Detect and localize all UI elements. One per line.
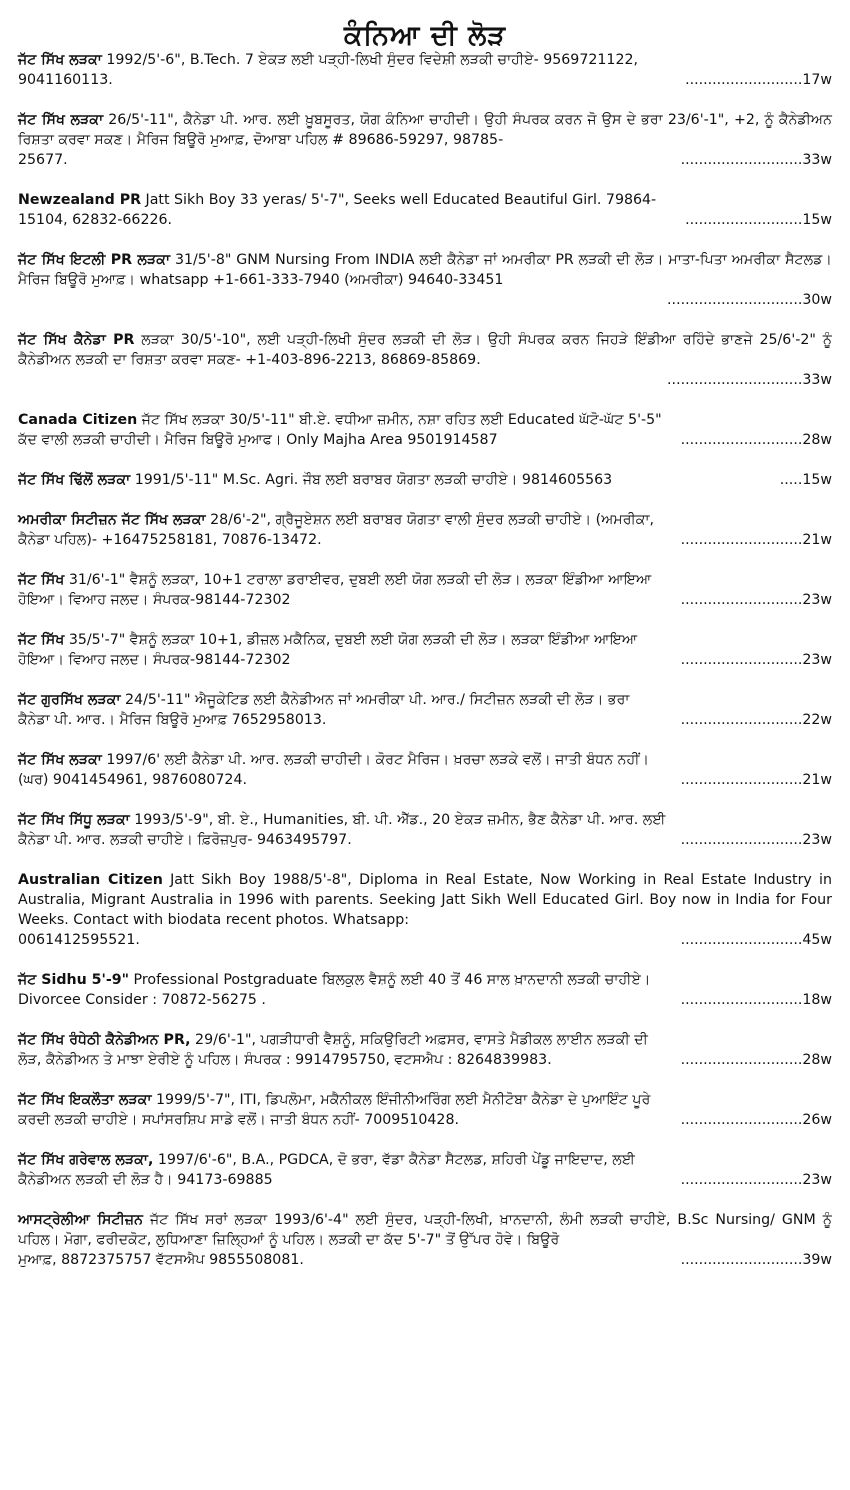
ad-body: 1997/6'-6", B.A., PGDCA, ਦੋ ਭਰਾ, ਵੱਡਾ ਕੈਨੇਡਾ ਸੈਟਲਡ, ਸ਼ਹਿਰੀ ਪੇਂਡੂ ਜਾਇਦਾਦ, ਲਈ [153, 1152, 636, 1168]
ad-last-line [18, 370, 832, 390]
ad-heading: ਜੱਟ ਸਿੱਖ ਸਿੱਧੂ ਲੜਕਾ [18, 812, 130, 828]
ad-last-line [18, 990, 832, 1010]
ad-last-line [18, 210, 832, 230]
ad-last-line [18, 1170, 832, 1190]
classified-ad [18, 510, 832, 550]
classified-ad [18, 1150, 832, 1190]
ad-last-line [18, 70, 832, 90]
ad-body: 35/5'-7" ਵੈਸ਼ਨੂੰ ਲੜਕਾ 10+1, ਡੀਜ਼ਲ ਮਕੈਨਿਕ, ਦੁਬਈ ਲਈ ਯੋਗ ਲੜਕੀ ਦੀ ਲੋੜ। ਲੜਕਾ ਇੰਡੀਆ ਆਇਆ [64, 632, 638, 648]
classified-ad [18, 250, 832, 310]
classified-ad [18, 50, 832, 90]
classified-ad [18, 750, 832, 790]
ad-heading: ਜੱਟ ਸਿੱਖ ਰੰਧੇਠੀ ਕੈਨੇਡੀਅਨ PR, [18, 1032, 191, 1048]
classified-ad [18, 190, 832, 230]
ad-code: ..............................33w [667, 372, 832, 388]
ad-last-line [18, 530, 832, 550]
ad-body: 1999/5'-7", ITI, ਡਿਪਲੋਮਾ, ਮਕੈਨੀਕਲ ਇੰਜੀਨੀਅਰਿੰਗ ਲਈ ਮੈਨੀਟੋਬਾ ਕੈਨੇਡਾ ਦੇ ਪੁਆਇੰਟ ਪੂਰੇ [151, 1092, 651, 1108]
ad-heading: ਜੱਟ Sidhu 5'-9" [18, 972, 130, 988]
ad-last-line [18, 1110, 832, 1130]
ad-last-line [18, 290, 832, 310]
ad-heading: ਜੱਟ ਸਿੱਖ ਲੜਕਾ [18, 52, 102, 68]
classified-ad [18, 1210, 832, 1270]
ad-heading: ਜੱਟ ਗੁਰਸਿੱਖ ਲੜਕਾ [18, 692, 121, 708]
ad-body: 29/6'-1", ਪਗੜੀਧਾਰੀ ਵੈਸ਼ਨੂੰ, ਸਕਿਉਰਿਟੀ ਅਫ਼ਸਰ, ਵਾਸਤੇ ਮੈਡੀਕਲ ਲਾਈਨ ਲੜਕੀ ਦੀ [190, 1032, 648, 1048]
ad-last-line [18, 590, 832, 610]
classified-ad [18, 630, 832, 670]
ad-code: ..........................15w [685, 212, 832, 228]
ad-body: 31/6'-1" ਵੈਸ਼ਨੂੰ ਲੜਕਾ, 10+1 ਟਰਾਲਾ ਡਰਾਈਵਰ, ਦੁਬਈ ਲਈ ਯੋਗ ਲੜਕੀ ਦੀ ਲੋੜ। ਲੜਕਾ ਇੰਡੀਆ ਆਇਆ [64, 572, 652, 588]
ad-heading: ਜੱਟ ਸਿੱਖ ਢਿੱਲੋਂ ਲੜਕਾ [18, 472, 131, 488]
ad-heading: Newzealand PR [18, 192, 142, 208]
ad-code: ...........................21w [680, 532, 832, 548]
classified-ad [18, 410, 832, 450]
ad-code: .....15w [779, 472, 832, 488]
ad-last-text: ਕੈਨੇਡਾ ਪੀ. ਆਰ. ਲੜਕੀ ਚਾਹੀਏ। ਫ਼ਿਰੋਜ਼ਪੁਰ- 9463495797. [18, 832, 352, 848]
classified-ad [18, 470, 832, 490]
ad-last-line [18, 150, 832, 170]
ad-code: ..........................17w [685, 72, 832, 88]
ad-heading: ਜੱਟ ਸਿੱਖ ਕੈਨੇਡਾ PR [18, 332, 135, 348]
ad-body: 28/6'-2", ਗ੍ਰੈਜੂਏਸ਼ਨ ਲਈ ਬਰਾਬਰ ਯੋਗਤਾ ਵਾਲੀ ਸੁੰਦਰ ਲੜਕੀ ਚਾਹੀਏ। (ਅਮਰੀਕਾ, [205, 512, 655, 528]
ad-code: ...........................23w [680, 652, 832, 668]
ad-heading: ਜੱਟ ਸਿੱਖ [18, 572, 65, 588]
ad-heading: Australian Citizen [18, 872, 163, 888]
ad-last-line [18, 1050, 832, 1070]
ad-last-text: ਕੈਨੇਡਾ ਪਹਿਲ)- +16475258181, 70876-13472. [18, 532, 322, 548]
ad-heading: ਜੱਟ ਸਿੱਖ ਲੜਕਾ [18, 752, 102, 768]
ad-last-line [18, 650, 832, 670]
ad-body: ਜੱਟ ਸਿੱਖ ਸਰਾਂ ਲੜਕਾ 1993/6'-4" ਲਈ ਸੁੰਦਰ, ਪੜ੍ਹੀ-ਲਿਖੀ, ਖ਼ਾਨਦਾਨੀ, ਲੰਮੀ ਲੜਕੀ ਚਾਹੀਏ, B.Sc Nursing/ GNM ਨੂੰ ਪਹਿਲ। ਮੋਗਾ, ਫਰੀਦਕੋਟ, ਲੁਧਿਆਣਾ ਜ਼ਿਲ੍ਹਿਆਂ ਨੂੰ ਪਹਿਲ। ਲੜਕੀ ਦਾ ਕੱਦ 5'-7" ਤੋਂ ਉੱਪਰ ਹੋਵੇ। ਬਿਊਰੋ [18, 1212, 832, 1248]
ad-last-line [18, 830, 832, 850]
ad-code: ...........................23w [680, 832, 832, 848]
page-title: ਕੰਨਿਆ ਦੀ ਲੋੜ [343, 20, 507, 51]
ad-last-line [18, 470, 832, 490]
classified-ad [18, 110, 832, 170]
ad-last-line [18, 930, 832, 950]
ad-heading: Canada Citizen [18, 412, 138, 428]
ad-body: 1991/5'-11" M.Sc. Agri. ਜੌਬ ਲਈ ਬਰਾਬਰ ਯੋਗਤਾ ਲੜਕੀ ਚਾਹੀਏ। 9814605563 [130, 472, 613, 488]
classified-ad [18, 870, 832, 950]
ad-heading: ਆਸਟ੍ਰੇਲੀਆ ਸਿਟੀਜ਼ਨ [18, 1212, 143, 1228]
ad-heading: ਅਮਰੀਕਾ ਸਿਟੀਜ਼ਨ ਜੱਟ ਸਿੱਖ ਲੜਕਾ [18, 512, 206, 528]
ad-last-text: 9041160113. [18, 72, 113, 88]
ad-code: ...........................28w [680, 432, 832, 448]
ad-code: ...........................23w [680, 1172, 832, 1188]
ad-last-text: ਕੈਨੇਡਾ ਪੀ. ਆਰ.। ਮੈਰਿਜ ਬਿਊਰੋ ਮੁਆਫ਼ 7652958013. [18, 712, 327, 728]
ad-last-text: 0061412595521. [18, 932, 140, 948]
ad-last-text: ਹੋਇਆ। ਵਿਆਹ ਜਲਦ। ਸੰਪਰਕ-98144-72302 [18, 652, 291, 668]
ad-heading: ਜੱਟ ਸਿੱਖ ਗਰੇਵਾਲ ਲੜਕਾ, [18, 1152, 154, 1168]
ad-last-line [18, 710, 832, 730]
ads-list [18, 50, 832, 1270]
ad-code: ...........................28w [680, 1052, 832, 1068]
ad-code: ..............................30w [667, 292, 832, 308]
ad-body: 1997/6' ਲਈ ਕੈਨੇਡਾ ਪੀ. ਆਰ. ਲੜਕੀ ਚਾਹੀਦੀ। ਕੋਰਟ ਮੈਰਿਜ। ਖ਼ਰਚਾ ਲੜਕੇ ਵਲੋਂ। ਜਾਤੀ ਬੰਧਨ ਨਹੀਂ। [101, 752, 650, 768]
ad-heading: ਜੱਟ ਸਿੱਖ [18, 632, 65, 648]
ad-body: Jatt Sikh Boy 33 yeras/ 5'-7", Seeks well Educated Beautiful Girl. 79864- [141, 192, 657, 208]
classified-ad [18, 1030, 832, 1070]
ad-code: ...........................39w [680, 1252, 832, 1268]
ad-code: ...........................45w [680, 932, 832, 948]
ad-code: ...........................26w [680, 1112, 832, 1128]
ad-code: ...........................23w [680, 592, 832, 608]
ad-last-line [18, 430, 832, 450]
ad-heading: ਜੱਟ ਸਿੱਖ ਇਟਲੀ PR ਲੜਕਾ [18, 252, 171, 268]
ad-body: 31/5'-8" GNM Nursing From INDIA ਲਈ ਕੈਨੇਡਾ ਜਾਂ ਅਮਰੀਕਾ PR ਲੜਕੀ ਦੀ ਲੋੜ। ਮਾਤਾ-ਪਿਤਾ ਅਮਰੀਕਾ ਸੈਟਲਡ। ਮੈਰਿਜ ਬਿਊਰੋ ਮੁਆਫ਼। whatsapp +1-661-333-7940 (ਅਮਰੀਕਾ) 94640-33451 [18, 252, 832, 288]
ad-last-text: ਕਰਦੀ ਲੜਕੀ ਚਾਹੀਏ। ਸਪਾਂਸਰਸ਼ਿਪ ਸਾਡੇ ਵਲੋਂ। ਜਾਤੀ ਬੰਧਨ ਨਹੀਂ- 7009510428. [18, 1112, 459, 1128]
ad-last-text: 15104, 62832-66226. [18, 212, 173, 228]
ad-last-text: ਕੈਨੇਡੀਅਨ ਲੜਕੀ ਦੀ ਲੋੜ ਹੈ। 94173-69885 [18, 1172, 273, 1188]
ad-body: 24/5'-11" ਐਜੂਕੇਟਿਡ ਲਈ ਕੈਨੇਡੀਅਨ ਜਾਂ ਅਮਰੀਕਾ ਪੀ. ਆਰ./ ਸਿਟੀਜ਼ਨ ਲੜਕੀ ਦੀ ਲੋੜ। ਭਰਾ [120, 692, 630, 708]
ad-body: Professional Postgraduate ਬਿਲਕੁਲ ਵੈਸ਼ਨੂੰ ਲਈ 40 ਤੋਂ 46 ਸਾਲ ਖ਼ਾਨਦਾਨੀ ਲੜਕੀ ਚਾਹੀਏ। [129, 972, 651, 988]
ad-body: ਲੜਕਾ 30/5'-10", ਲਈ ਪੜ੍ਹੀ-ਲਿਖੀ ਸੁੰਦਰ ਲੜਕੀ ਦੀ ਲੋੜ। ਉਹੀ ਸੰਪਰਕ ਕਰਨ ਜਿਹੜੇ ਇੰਡੀਆ ਰਹਿੰਦੇ ਭਾਣਜੇ 25/6'-2" ਨੂੰ ਕੈਨੇਡੀਅਨ ਲੜਕੀ ਦਾ ਰਿਸ਼ਤਾ ਕਰਵਾ ਸਕਣ- +1-403-896-2213, 86869-85869. [18, 332, 832, 368]
ad-last-text: ਹੋਇਆ। ਵਿਆਹ ਜਲਦ। ਸੰਪਰਕ-98144-72302 [18, 592, 291, 608]
ad-code: ...........................18w [680, 992, 832, 1008]
ad-body: 26/5'-11", ਕੈਨੇਡਾ ਪੀ. ਆਰ. ਲਈ ਖ਼ੂਬਸੂਰਤ, ਯੋਗ ਕੰਨਿਆ ਚਾਹੀਦੀ। ਉਹੀ ਸੰਪਰਕ ਕਰਨ ਜੋ ਉਸ ਦੇ ਭਰਾ 23/6'-1", +2, ਨੂੰ ਕੈਨੇਡੀਅਨ ਰਿਸ਼ਤਾ ਕਰਵਾ ਸਕਣ। ਮੈਰਿਜ ਬਿਊਰੋ ਮੁਆਫ਼, ਦੋਆਬਾ ਪਹਿਲ # 89686-59297, 98785- [18, 112, 832, 148]
ad-code: ...........................22w [680, 712, 832, 728]
classified-ad [18, 570, 832, 610]
ad-body: 1993/5'-9", ਬੀ. ਏ., Humanities, ਬੀ. ਪੀ. ਐੱਡ., 20 ਏਕੜ ਜ਼ਮੀਨ, ਭੈਣ ਕੈਨੇਡਾ ਪੀ. ਆਰ. ਲਈ [129, 812, 666, 828]
classified-ad [18, 330, 832, 390]
ad-last-text: (ਘਰ) 9041454961, 9876080724. [18, 772, 247, 788]
ad-heading: ਜੱਟ ਸਿੱਖ ਇਕਲੌਤਾ ਲੜਕਾ [18, 1092, 152, 1108]
classified-ad [18, 810, 832, 850]
ad-body: Jatt Sikh Boy 1988/5'-8", Diploma in Real Estate, Now Working in Real Estate Industry in Australia, Migrant Australia in 1996 with parents. Seeking Jatt Sikh Well Educated Girl. Boy now in India for Four Weeks. Contact with biodata recent photos. Whatsapp: [18, 872, 832, 928]
ad-last-text: 25677. [18, 152, 68, 168]
ad-last-line [18, 1250, 832, 1270]
ad-body: ਜੱਟ ਸਿੱਖ ਲੜਕਾ 30/5'-11" ਬੀ.ਏ. ਵਧੀਆ ਜ਼ਮੀਨ, ਨਸ਼ਾ ਰਹਿਤ ਲਈ Educated ਘੱਟੋ-ਘੱਟ 5'-5" [137, 412, 662, 428]
classified-ad [18, 970, 832, 1010]
classified-ad [18, 1090, 832, 1130]
ad-last-text: ਲੋੜ, ਕੈਨੇਡੀਅਨ ਤੇ ਮਾਝਾ ਏਰੀਏ ਨੂੰ ਪਹਿਲ। ਸੰਪਰਕ : 9914795750, ਵਟਸਐਪ : 8264839983. [18, 1052, 552, 1068]
ad-body: 1992/5'-6", B.Tech. 7 ਏਕੜ ਲਈ ਪੜ੍ਹੀ-ਲਿਖੀ ਸੁੰਦਰ ਵਿਦੇਸ਼ੀ ਲੜਕੀ ਚਾਹੀਏ- 9569721122, [101, 52, 639, 68]
ad-last-line [18, 770, 832, 790]
classified-ad [18, 690, 832, 730]
ad-code: ...........................33w [680, 152, 832, 168]
ad-code: ...........................21w [680, 772, 832, 788]
ad-last-text: ਮੁਆਫ਼, 8872375757 ਵੱਟਸਐਪ 9855508081. [18, 1252, 304, 1268]
ad-last-text: ਕੱਦ ਵਾਲੀ ਲੜਕੀ ਚਾਹੀਦੀ। ਮੈਰਿਜ ਬਿਊਰੋ ਮੁਆਫ। Only Majha Area 9501914587 [18, 432, 498, 448]
ad-last-text [18, 470, 612, 490]
ad-last-text: Divorcee Consider : 70872-56275 . [18, 992, 266, 1008]
ad-heading: ਜੱਟ ਸਿੱਖ ਲੜਕਾ [18, 112, 104, 128]
